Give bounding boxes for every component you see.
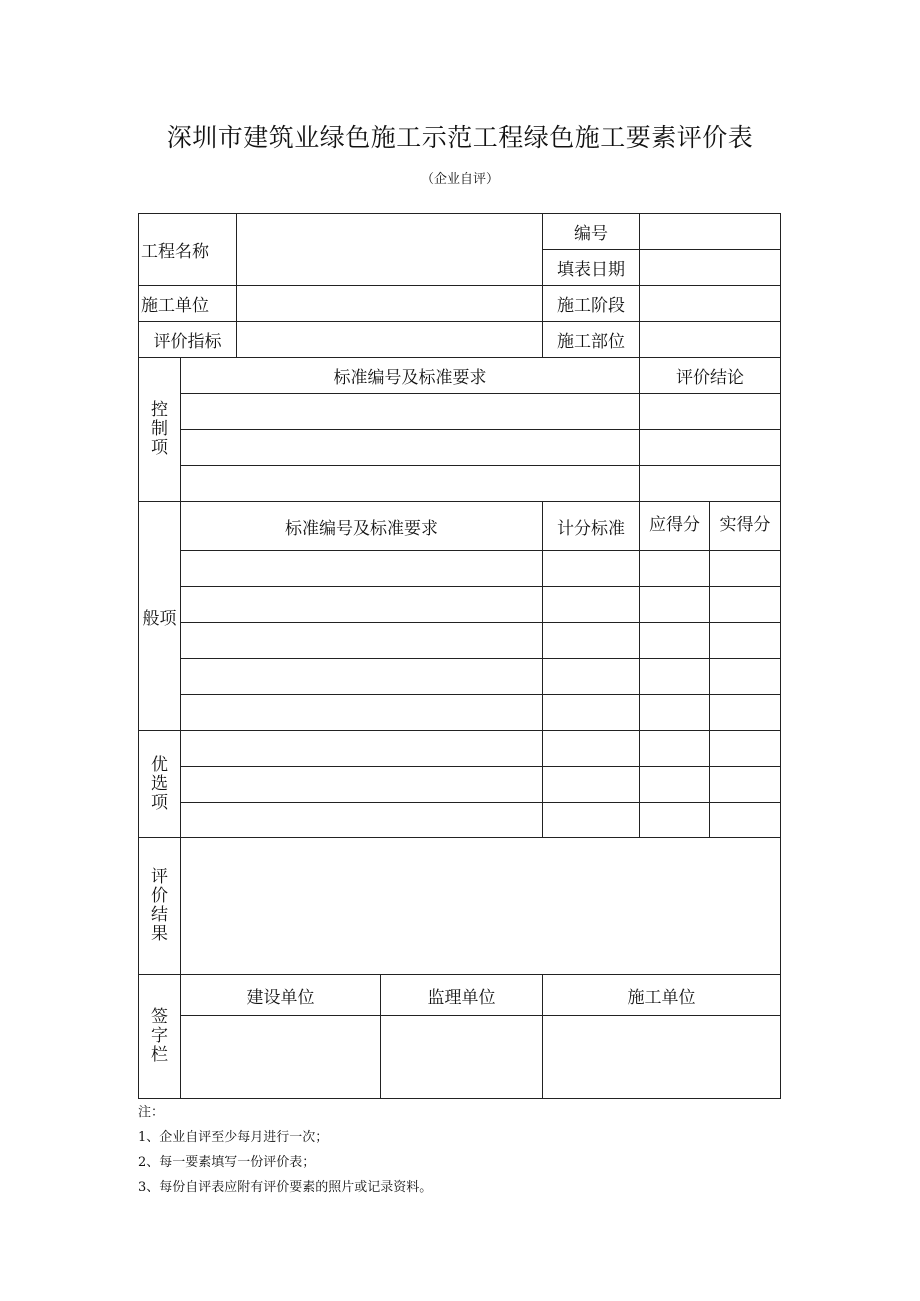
general-standard-cell[interactable] <box>181 695 543 731</box>
general-actual-score-cell[interactable] <box>710 623 781 659</box>
eval-indicator-label: 评价指标 <box>139 322 237 358</box>
project-name-field[interactable] <box>237 214 543 286</box>
general-items-label: 般项 <box>139 502 181 731</box>
fill-date-field[interactable] <box>640 250 781 286</box>
construction-stage-label: 施工阶段 <box>543 286 640 322</box>
result-label: 评 价 结 果 <box>139 838 181 975</box>
note-item: 3、每份自评表应附有评价要素的照片或记录资料。 <box>138 1180 433 1195</box>
result-field[interactable] <box>181 838 781 975</box>
control-items-label: 控 制 项 <box>139 358 181 502</box>
evaluation-table <box>138 213 781 1099</box>
construction-stage-field[interactable] <box>640 286 781 322</box>
general-standard-cell[interactable] <box>181 659 543 695</box>
supervisor-signature-field[interactable] <box>381 1016 543 1099</box>
preferred-standard-cell[interactable] <box>181 767 543 803</box>
general-actual-score-cell[interactable] <box>710 659 781 695</box>
general-standard-cell[interactable] <box>181 587 543 623</box>
control-conclusion-header: 评价结论 <box>640 358 781 394</box>
general-due-score-cell[interactable] <box>640 551 710 587</box>
general-scoring-cell[interactable] <box>543 551 640 587</box>
preferred-standard-cell[interactable] <box>181 803 543 838</box>
general-due-score-cell[interactable] <box>640 659 710 695</box>
control-conclusion-cell[interactable] <box>640 466 781 502</box>
general-due-score-cell[interactable] <box>640 623 710 659</box>
general-scoring-cell[interactable] <box>543 695 640 731</box>
preferred-standard-cell[interactable] <box>181 731 543 767</box>
general-scoring-cell[interactable] <box>543 659 640 695</box>
preferred-scoring-cell[interactable] <box>543 731 640 767</box>
general-scoring-cell[interactable] <box>543 623 640 659</box>
control-standard-cell[interactable] <box>181 430 640 466</box>
general-actual-score-cell[interactable] <box>710 695 781 731</box>
general-due-score-cell[interactable] <box>640 695 710 731</box>
fill-date-label: 填表日期 <box>543 250 640 286</box>
control-standard-cell[interactable] <box>181 394 640 430</box>
preferred-scoring-cell[interactable] <box>543 767 640 803</box>
control-standard-cell[interactable] <box>181 466 640 502</box>
construction-part-field[interactable] <box>640 322 781 358</box>
general-due-score-header: 应得分 <box>640 502 710 551</box>
preferred-actual-score-cell[interactable] <box>710 803 781 838</box>
control-conclusion-cell[interactable] <box>640 430 781 466</box>
general-scoring-header: 计分标准 <box>543 502 640 551</box>
general-standard-cell[interactable] <box>181 551 543 587</box>
control-standard-header: 标准编号及标准要求 <box>181 358 640 394</box>
preferred-due-score-cell[interactable] <box>640 731 710 767</box>
note-item: 1、企业自评至少每月进行一次； <box>138 1130 329 1145</box>
general-actual-score-header: 实得分 <box>710 502 781 551</box>
number-label: 编号 <box>543 214 640 250</box>
constructor-signature-field[interactable] <box>543 1016 781 1099</box>
preferred-due-score-cell[interactable] <box>640 803 710 838</box>
control-conclusion-cell[interactable] <box>640 394 781 430</box>
preferred-due-score-cell[interactable] <box>640 767 710 803</box>
number-field[interactable] <box>640 214 781 250</box>
form-subtitle: （企业自评） <box>420 172 499 187</box>
builder-unit-header: 建设单位 <box>181 975 381 1016</box>
preferred-items-label: 优 选 项 <box>139 731 181 838</box>
supervisor-unit-header: 监理单位 <box>381 975 543 1016</box>
construction-part-label: 施工部位 <box>543 322 640 358</box>
note-item: 2、每一要素填写一份评价表； <box>138 1155 316 1170</box>
preferred-actual-score-cell[interactable] <box>710 731 781 767</box>
general-due-score-cell[interactable] <box>640 587 710 623</box>
notes-heading: 注： <box>138 1105 165 1120</box>
builder-signature-field[interactable] <box>181 1016 381 1099</box>
form-title: 深圳市建筑业绿色施工示范工程绿色施工要素评价表 <box>166 123 754 152</box>
construction-unit-label: 施工单位 <box>139 286 237 322</box>
general-standard-header: 标准编号及标准要求 <box>181 502 543 551</box>
eval-indicator-field[interactable] <box>237 322 543 358</box>
signature-label: 签 字 栏 <box>139 975 181 1099</box>
preferred-scoring-cell[interactable] <box>543 803 640 838</box>
general-scoring-cell[interactable] <box>543 587 640 623</box>
preferred-actual-score-cell[interactable] <box>710 767 781 803</box>
general-standard-cell[interactable] <box>181 623 543 659</box>
general-actual-score-cell[interactable] <box>710 587 781 623</box>
notes-section <box>138 1100 432 1200</box>
general-actual-score-cell[interactable] <box>710 551 781 587</box>
constructor-unit-header: 施工单位 <box>543 975 781 1016</box>
project-name-label: 工程名称 <box>139 214 237 286</box>
construction-unit-field[interactable] <box>237 286 543 322</box>
